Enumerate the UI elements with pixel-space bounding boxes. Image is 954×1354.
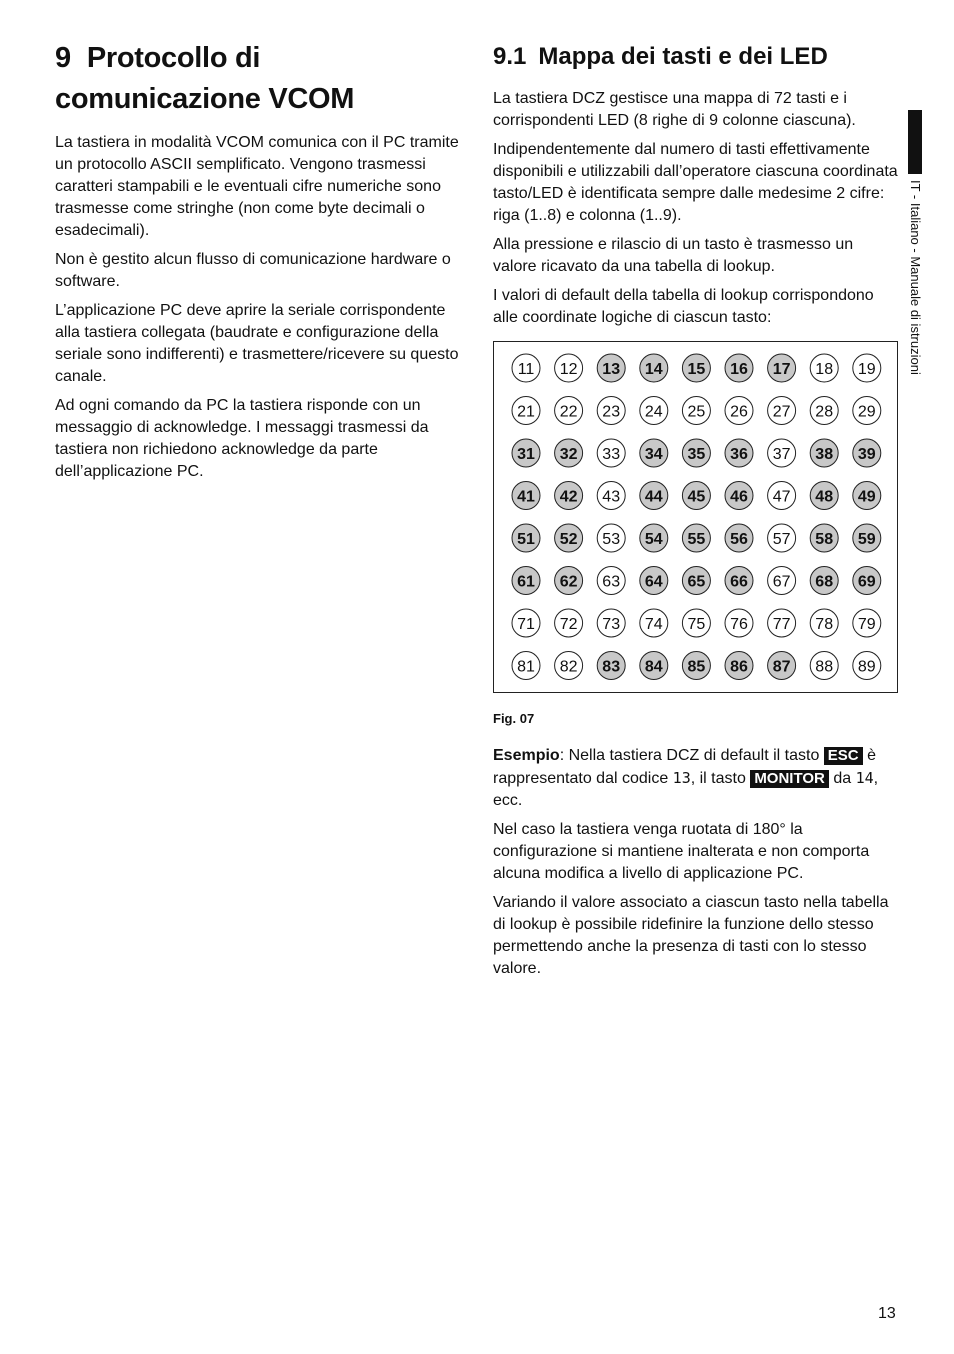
key-label: 39: [857, 446, 876, 463]
key-78: [810, 609, 838, 637]
key-39: [853, 439, 881, 467]
key-label: 83: [602, 658, 621, 676]
key-65: [682, 567, 710, 595]
key-label: 61: [517, 573, 535, 591]
code-value: 14: [855, 769, 874, 787]
key-label: 29: [857, 403, 876, 421]
key-label: 66: [730, 573, 748, 591]
key-label: 82: [559, 658, 578, 676]
side-label: IT - Italiano - Manuale di istruzioni: [908, 180, 923, 375]
key-27: [768, 397, 796, 425]
monitor-key-tag: MONITOR: [750, 770, 829, 788]
key-48: [810, 482, 838, 510]
key-64: [640, 567, 668, 595]
key-59: [853, 524, 881, 552]
key-led-map-figure: [493, 341, 898, 693]
key-label: 23: [602, 403, 621, 421]
key-label: 87: [772, 658, 791, 676]
key-label: 79: [857, 616, 876, 633]
section-heading: [55, 38, 460, 120]
figure-caption: Fig. 07: [493, 711, 535, 726]
key-label: 21: [517, 403, 535, 421]
key-label: 37: [772, 446, 791, 463]
key-26: [725, 397, 753, 425]
key-31: [512, 439, 540, 467]
key-24: [640, 397, 668, 425]
key-55: [682, 524, 710, 552]
key-88: [810, 652, 838, 680]
paragraph: Indipendentemente dal numero di tasti effettivamente disponibili e utilizzabili dall’operatore ciascuna coordinata tasto/LED è identificata sempre dalle medesime 2 cifre: riga (1..8) e colonna (1..9).: [493, 141, 898, 224]
key-label: 59: [857, 531, 876, 548]
right-column: [493, 38, 901, 987]
key-label: 35: [687, 446, 706, 463]
key-68: [810, 567, 838, 595]
key-19: [853, 354, 881, 382]
key-67: [768, 567, 796, 595]
key-82: [555, 652, 583, 680]
subsection-heading: [493, 40, 901, 74]
key-16: [725, 354, 753, 382]
example-label: Esempio: [493, 747, 560, 764]
key-label: 74: [644, 616, 663, 633]
key-label: 63: [602, 573, 621, 591]
paragraph: Alla pressione e rilascio di un tasto è trasmesso un valore ricavato da una tabella di lookup.: [493, 236, 854, 275]
example-text: , il tasto: [690, 770, 751, 787]
key-66: [725, 567, 753, 595]
key-label: 54: [644, 531, 663, 548]
key-label: 13: [602, 361, 621, 378]
key-label: 48: [815, 488, 834, 506]
key-label: 72: [559, 616, 578, 633]
example-text: , ecc.: [493, 770, 879, 809]
key-76: [725, 609, 753, 637]
key-label: 41: [517, 488, 535, 506]
example-text: : Nella tastiera DCZ di default il tasto: [559, 747, 824, 764]
key-label: 88: [815, 658, 834, 676]
key-18: [810, 354, 838, 382]
key-label: 75: [687, 616, 706, 633]
key-58: [810, 524, 838, 552]
key-83: [597, 652, 625, 680]
key-42: [555, 482, 583, 510]
key-label: 32: [559, 446, 578, 463]
key-71: [512, 609, 540, 637]
key-label: 86: [730, 658, 748, 676]
section-title: Protocollo di comunicazione VCOM: [55, 42, 355, 115]
key-81: [512, 652, 540, 680]
paragraph: I valori di default della tabella di lookup corrispondono alle coordinate logiche di ciascun tasto:: [493, 287, 874, 326]
paragraph: Non è gestito alcun flusso di comunicazione hardware o software.: [55, 251, 451, 290]
key-57: [768, 524, 796, 552]
key-label: 43: [602, 488, 621, 506]
key-77: [768, 609, 796, 637]
key-12: [555, 354, 583, 382]
key-label: 81: [517, 658, 535, 676]
key-49: [853, 482, 881, 510]
side-tab-marker: [908, 110, 922, 174]
key-label: 46: [730, 488, 748, 506]
esc-key-tag: ESC: [824, 747, 863, 765]
key-52: [555, 524, 583, 552]
key-label: 62: [559, 573, 578, 591]
key-51: [512, 524, 540, 552]
example-text: da: [828, 770, 856, 787]
key-46: [725, 482, 753, 510]
key-53: [597, 524, 625, 552]
paragraph: La tastiera DCZ gestisce una mappa di 72 tasti e i corrispondenti LED (8 righe di 9 colonne ciascuna).: [493, 90, 856, 129]
key-label: 55: [687, 531, 706, 548]
key-label: 11: [517, 361, 535, 378]
key-label: 26: [730, 403, 748, 421]
key-69: [853, 567, 881, 595]
key-38: [810, 439, 838, 467]
key-33: [597, 439, 625, 467]
key-label: 33: [602, 446, 621, 463]
key-63: [597, 567, 625, 595]
key-86: [725, 652, 753, 680]
key-72: [555, 609, 583, 637]
key-label: 31: [517, 446, 535, 463]
key-87: [768, 652, 796, 680]
key-label: 51: [517, 531, 535, 548]
key-label: 18: [815, 361, 834, 378]
subsection-number: 9.1: [493, 43, 527, 70]
key-label: 52: [559, 531, 578, 548]
key-label: 58: [815, 531, 834, 548]
key-label: 49: [857, 488, 876, 506]
key-label: 45: [687, 488, 706, 506]
example-paragraph: [493, 745, 901, 812]
key-label: 85: [687, 658, 706, 676]
key-label: 47: [772, 488, 791, 506]
key-21: [512, 397, 540, 425]
key-73: [597, 609, 625, 637]
paragraph: Nel caso la tastiera venga ruotata di 180° la configurazione si mantiene inalterata e non comporta alcuna modifica a livello di applicazione PC.: [493, 821, 870, 882]
key-35: [682, 439, 710, 467]
key-28: [810, 397, 838, 425]
key-label: 78: [815, 616, 834, 633]
key-label: 12: [559, 361, 578, 378]
key-34: [640, 439, 668, 467]
key-44: [640, 482, 668, 510]
key-43: [597, 482, 625, 510]
key-label: 27: [772, 403, 791, 421]
key-label: 67: [772, 573, 791, 591]
key-label: 76: [730, 616, 748, 633]
key-label: 68: [815, 573, 834, 591]
key-61: [512, 567, 540, 595]
key-label: 65: [687, 573, 706, 591]
paragraph: La tastiera in modalità VCOM comunica con il PC tramite un protocollo ASCII semplificato. Vengono trasmessi caratteri stampabili e le eventuali cifre numeriche sono trasmesse come stringhe (non come byte decimali o esadecimali).: [55, 134, 459, 239]
key-14: [640, 354, 668, 382]
key-label: 64: [644, 573, 663, 591]
paragraph: L’applicazione PC deve aprire la seriale corrispondente alla tastiera collegata (baudrate e configurazione della seriale sono indifferenti) e trasmettere/ricevere su questo canale.: [55, 302, 459, 385]
subsection-title: Mappa dei tasti e dei LED: [538, 43, 828, 70]
key-45: [682, 482, 710, 510]
key-label: 34: [644, 446, 663, 463]
key-label: 84: [644, 658, 663, 676]
key-41: [512, 482, 540, 510]
key-17: [768, 354, 796, 382]
key-label: 15: [687, 361, 706, 378]
key-label: 53: [602, 531, 621, 548]
key-label: 14: [644, 361, 663, 378]
key-22: [555, 397, 583, 425]
key-62: [555, 567, 583, 595]
key-25: [682, 397, 710, 425]
key-label: 25: [687, 403, 706, 421]
key-label: 17: [772, 361, 791, 378]
key-13: [597, 354, 625, 382]
paragraph: Variando il valore associato a ciascun tasto nella tabella di lookup è possibile ridefinire la funzione dello stesso permettendo anche la presenza di tasti con lo stesso valore.: [493, 894, 889, 977]
key-15: [682, 354, 710, 382]
example-text: è rappresentato dal codice: [493, 747, 876, 787]
key-74: [640, 609, 668, 637]
key-label: 44: [644, 488, 663, 506]
key-47: [768, 482, 796, 510]
key-84: [640, 652, 668, 680]
key-23: [597, 397, 625, 425]
key-label: 69: [857, 573, 876, 591]
key-29: [853, 397, 881, 425]
key-label: 38: [815, 446, 834, 463]
key-label: 73: [602, 616, 621, 633]
code-value: 13: [672, 769, 691, 787]
key-label: 28: [815, 403, 834, 421]
key-54: [640, 524, 668, 552]
key-36: [725, 439, 753, 467]
page-number: 13: [878, 1305, 896, 1322]
key-label: 77: [772, 616, 791, 633]
key-56: [725, 524, 753, 552]
key-32: [555, 439, 583, 467]
key-label: 24: [644, 403, 663, 421]
paragraph: Ad ogni comando da PC la tastiera risponde con un messaggio di acknowledge. I messaggi trasmessi da tastiera non richiedono acknowledge da parte dell’applicazione PC.: [55, 397, 429, 480]
key-label: 19: [857, 361, 876, 378]
left-column: [55, 38, 460, 490]
key-label: 22: [559, 403, 578, 421]
key-37: [768, 439, 796, 467]
key-label: 36: [730, 446, 748, 463]
key-label: 42: [559, 488, 578, 506]
key-label: 56: [730, 531, 748, 548]
key-85: [682, 652, 710, 680]
key-led-map-diagram: [494, 342, 899, 694]
key-label: 16: [730, 361, 748, 378]
key-79: [853, 609, 881, 637]
key-label: 71: [517, 616, 535, 633]
key-89: [853, 652, 881, 680]
key-label: 57: [772, 531, 791, 548]
section-number: 9: [55, 42, 71, 74]
key-75: [682, 609, 710, 637]
key-11: [512, 354, 540, 382]
key-label: 89: [857, 658, 876, 676]
